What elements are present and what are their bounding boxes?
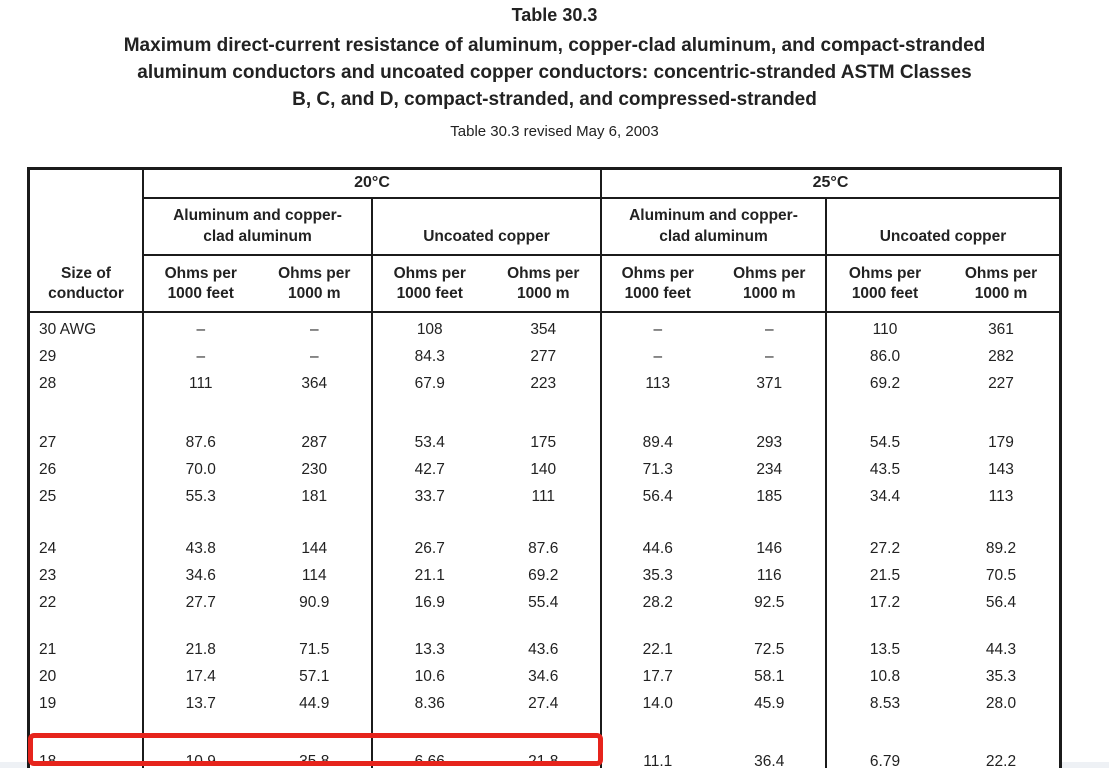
table-row <box>30 535 1059 562</box>
value-cell: 56.4 <box>642 488 673 505</box>
value-cell <box>943 616 1059 636</box>
unit-header-line: 1000 feet <box>624 285 691 302</box>
unit-header-line: 1000 m <box>974 285 1028 302</box>
value-cell: 22.2 <box>985 753 1017 768</box>
value-cell: 361 <box>988 321 1014 338</box>
value-group <box>602 316 827 343</box>
value-cell <box>714 510 826 535</box>
size-header-spacer <box>30 170 144 199</box>
subtitle-line-3: B, C, and D, compact-stranded, and compressed-stranded <box>292 89 817 110</box>
value-cell: 72.5 <box>754 641 785 658</box>
unit-header <box>943 256 1059 311</box>
value-cell: – <box>196 321 206 338</box>
value-cell <box>714 616 826 636</box>
value-cell: 227 <box>988 375 1014 392</box>
value-cell: 13.7 <box>185 695 216 712</box>
value-cell <box>714 717 826 748</box>
value-cell <box>258 397 372 429</box>
value-cell: 113 <box>988 488 1014 505</box>
value-group <box>373 616 602 636</box>
value-cell <box>602 717 714 748</box>
unit-header-line: Ohms per <box>393 265 466 282</box>
row-label: 23 <box>30 562 144 589</box>
value-group <box>602 748 827 768</box>
table-row <box>30 748 1059 768</box>
value-cell: 144 <box>301 540 328 557</box>
value-cell: 13.5 <box>869 641 901 658</box>
value-cell <box>827 397 943 429</box>
value-group <box>827 690 1059 717</box>
value-cell: 17.2 <box>869 594 901 611</box>
value-cell: 44.9 <box>299 695 330 712</box>
temp-header-25c: 25°C <box>602 170 1059 199</box>
value-group <box>602 562 827 589</box>
value-cell: 43.8 <box>185 540 216 557</box>
value-cell <box>943 717 1059 748</box>
unit-header-group <box>144 256 373 313</box>
value-group <box>373 397 602 429</box>
unit-header-line: 1000 m <box>287 285 341 302</box>
value-cell <box>487 717 601 748</box>
value-cell: – <box>764 348 774 365</box>
value-group <box>827 636 1059 663</box>
value-group <box>827 316 1059 343</box>
value-group <box>144 663 373 690</box>
row-label <box>30 717 144 748</box>
value-cell <box>943 397 1059 429</box>
table-row <box>30 316 1059 343</box>
value-cell: 70.0 <box>185 461 216 478</box>
value-cell: – <box>764 321 774 338</box>
table-row <box>30 343 1059 370</box>
unit-header <box>144 256 258 311</box>
gap-row <box>30 510 1059 535</box>
unit-header-line: Ohms per <box>164 265 237 282</box>
temperature-header-row <box>30 170 1059 199</box>
value-cell: 54.5 <box>869 434 901 451</box>
value-group <box>144 429 373 456</box>
gap-row <box>30 717 1059 748</box>
unit-header-row <box>30 256 1059 313</box>
table-row <box>30 370 1059 397</box>
value-cell: – <box>309 348 319 365</box>
value-cell <box>144 616 258 636</box>
value-group <box>827 663 1059 690</box>
value-cell: 35.8 <box>299 753 330 768</box>
row-label <box>30 397 144 429</box>
unit-header-line: Ohms per <box>964 265 1038 282</box>
subtitle-line-1: Maximum direct-current resistance of aluminum, copper-clad aluminum, and compact-stranded <box>123 35 986 56</box>
value-cell: 185 <box>756 488 783 505</box>
unit-header-group <box>827 256 1059 313</box>
value-cell <box>373 397 487 429</box>
table-row <box>30 589 1059 616</box>
value-cell: 10.9 <box>185 753 216 768</box>
value-group <box>373 483 602 510</box>
value-group <box>373 510 602 535</box>
value-cell: 14.0 <box>642 695 673 712</box>
value-cell: 21.8 <box>185 641 216 658</box>
value-cell: 22.1 <box>642 641 673 658</box>
value-group <box>144 717 373 748</box>
value-cell: 113 <box>645 375 671 392</box>
value-cell <box>258 510 372 535</box>
unit-header-line: 1000 feet <box>396 285 463 302</box>
table-row <box>30 429 1059 456</box>
value-cell: 16.9 <box>414 594 445 611</box>
material-group-label-line: Aluminum and copper- <box>629 207 798 224</box>
value-group <box>827 562 1059 589</box>
value-cell: 35.3 <box>642 567 673 584</box>
value-cell <box>827 616 943 636</box>
value-cell: 34.4 <box>869 488 901 505</box>
value-cell: 27.7 <box>185 594 216 611</box>
value-group <box>144 483 373 510</box>
value-cell: – <box>309 321 319 338</box>
row-label <box>30 510 144 535</box>
value-cell: 86.0 <box>869 348 901 365</box>
value-cell: 21.8 <box>528 753 559 768</box>
value-group <box>827 616 1059 636</box>
value-cell: 181 <box>301 488 328 505</box>
material-group-label-line: Uncoated copper <box>879 228 1007 245</box>
value-cell: 69.2 <box>528 567 559 584</box>
value-cell: 21.1 <box>414 567 445 584</box>
value-cell <box>602 397 714 429</box>
value-group <box>373 370 602 397</box>
value-group <box>602 690 827 717</box>
value-cell: 55.4 <box>528 594 559 611</box>
row-label: 28 <box>30 370 144 397</box>
value-cell: 45.9 <box>754 695 785 712</box>
resistance-table <box>27 167 1062 768</box>
value-group <box>827 370 1059 397</box>
value-group <box>373 562 602 589</box>
value-cell: 42.7 <box>414 461 445 478</box>
value-cell <box>487 510 601 535</box>
value-group <box>827 717 1059 748</box>
value-group <box>144 510 373 535</box>
row-label: 30 AWG <box>30 316 144 343</box>
value-cell: 56.4 <box>985 594 1017 611</box>
material-group-label-line: clad aluminum <box>203 228 312 245</box>
value-cell: 34.6 <box>528 668 559 685</box>
value-cell: 114 <box>301 567 327 584</box>
value-group <box>144 456 373 483</box>
value-cell: – <box>196 348 206 365</box>
value-cell <box>487 397 601 429</box>
value-group <box>602 616 827 636</box>
value-cell: 140 <box>530 461 557 478</box>
value-group <box>827 483 1059 510</box>
value-cell <box>602 510 714 535</box>
value-cell: 354 <box>530 321 557 338</box>
unit-header <box>602 256 714 311</box>
unit-header-line: 1000 m <box>516 285 570 302</box>
value-cell: 27.2 <box>869 540 901 557</box>
value-cell: 21.5 <box>869 567 901 584</box>
value-cell: 108 <box>416 321 443 338</box>
value-cell: 234 <box>756 461 783 478</box>
value-cell <box>373 510 487 535</box>
row-label: 24 <box>30 535 144 562</box>
value-cell: 364 <box>301 375 328 392</box>
value-cell <box>373 717 487 748</box>
revision-note: Table 30.3 revised May 6, 2003 <box>450 123 659 140</box>
value-cell <box>827 510 943 535</box>
value-group <box>373 589 602 616</box>
value-cell: 71.5 <box>299 641 330 658</box>
value-group <box>144 690 373 717</box>
value-group <box>827 535 1059 562</box>
value-cell: 282 <box>988 348 1014 365</box>
value-cell: 43.5 <box>869 461 901 478</box>
value-group <box>144 636 373 663</box>
value-cell: 89.2 <box>985 540 1017 557</box>
material-group-header <box>144 199 373 256</box>
value-cell: 71.3 <box>642 461 673 478</box>
unit-header <box>714 256 826 311</box>
value-group <box>373 748 602 768</box>
value-group <box>827 589 1059 616</box>
unit-header-group <box>602 256 827 313</box>
value-group <box>373 429 602 456</box>
value-group <box>373 343 602 370</box>
value-group <box>373 717 602 748</box>
material-header-row <box>30 199 1059 256</box>
value-group <box>144 370 373 397</box>
unit-header <box>487 256 601 311</box>
value-group <box>144 316 373 343</box>
material-group-header <box>602 199 827 256</box>
value-cell <box>258 717 372 748</box>
subtitle-line-2: aluminum conductors and uncoated copper conductors: concentric-stranded ASTM Classes <box>137 62 972 83</box>
material-group-label-line: clad aluminum <box>659 228 768 245</box>
value-group <box>144 616 373 636</box>
table-row <box>30 690 1059 717</box>
value-cell: 90.9 <box>299 594 330 611</box>
unit-header <box>258 256 372 311</box>
value-cell <box>943 510 1059 535</box>
table-row <box>30 663 1059 690</box>
unit-header <box>827 256 943 311</box>
value-cell: – <box>653 348 663 365</box>
value-cell: 277 <box>530 348 557 365</box>
value-cell <box>144 397 258 429</box>
value-group <box>827 397 1059 429</box>
value-cell: 44.3 <box>985 641 1017 658</box>
value-cell: 116 <box>756 567 782 584</box>
value-group <box>373 663 602 690</box>
value-group <box>827 429 1059 456</box>
value-group <box>373 636 602 663</box>
table-row <box>30 562 1059 589</box>
row-label: 27 <box>30 429 144 456</box>
unit-header-line: Ohms per <box>621 265 694 282</box>
value-cell: 175 <box>530 434 557 451</box>
value-group <box>827 748 1059 768</box>
value-cell: 143 <box>988 461 1014 478</box>
value-cell: 70.5 <box>985 567 1017 584</box>
value-cell: 34.6 <box>185 567 216 584</box>
value-cell: – <box>653 321 663 338</box>
value-group <box>602 717 827 748</box>
value-cell: 13.3 <box>414 641 445 658</box>
value-cell: 84.3 <box>414 348 445 365</box>
unit-header-line: Ohms per <box>848 265 922 282</box>
value-group <box>602 510 827 535</box>
value-cell <box>602 616 714 636</box>
unit-header-group <box>373 256 602 313</box>
value-cell: 8.53 <box>869 695 901 712</box>
value-group <box>602 456 827 483</box>
unit-header-line: 1000 m <box>742 285 796 302</box>
row-label: 22 <box>30 589 144 616</box>
value-cell: 17.4 <box>185 668 216 685</box>
value-cell: 10.8 <box>869 668 901 685</box>
row-label: 25 <box>30 483 144 510</box>
value-group <box>827 510 1059 535</box>
value-cell: 230 <box>301 461 328 478</box>
material-group-header <box>827 199 1059 256</box>
value-cell: 69.2 <box>869 375 901 392</box>
row-label: 18 <box>30 748 144 768</box>
value-cell <box>827 717 943 748</box>
value-cell: 371 <box>756 375 783 392</box>
value-cell: 26.7 <box>414 540 445 557</box>
value-cell: 27.4 <box>528 695 559 712</box>
unit-header-line: 1000 feet <box>851 285 919 302</box>
unit-header-line: Ohms per <box>507 265 580 282</box>
temp-header-20c: 20°C <box>144 170 602 199</box>
table-row <box>30 456 1059 483</box>
value-cell: 92.5 <box>754 594 785 611</box>
value-cell: 8.36 <box>414 695 445 712</box>
value-cell <box>144 510 258 535</box>
value-group <box>827 343 1059 370</box>
value-group <box>373 456 602 483</box>
value-cell: 146 <box>756 540 783 557</box>
value-cell: 287 <box>301 434 328 451</box>
value-cell: 57.1 <box>299 668 330 685</box>
size-header-spacer <box>30 199 144 256</box>
value-group <box>144 397 373 429</box>
value-cell: 33.7 <box>414 488 445 505</box>
value-group <box>144 535 373 562</box>
page-title: Table 30.3 <box>511 5 598 25</box>
value-group <box>602 397 827 429</box>
value-cell: 28.2 <box>642 594 673 611</box>
value-group <box>144 562 373 589</box>
value-cell: 87.6 <box>185 434 216 451</box>
value-cell <box>144 717 258 748</box>
unit-header-line: Ohms per <box>278 265 351 282</box>
value-cell: 6.66 <box>414 753 445 768</box>
value-group <box>373 316 602 343</box>
value-cell: 223 <box>530 375 557 392</box>
value-cell: 67.9 <box>414 375 445 392</box>
value-group <box>602 343 827 370</box>
table-body <box>30 313 1059 768</box>
value-group <box>602 589 827 616</box>
table-row <box>30 483 1059 510</box>
value-cell: 58.1 <box>754 668 785 685</box>
value-cell: 55.3 <box>185 488 216 505</box>
size-of-conductor-header: Size of conductor <box>30 256 144 313</box>
table-row <box>30 636 1059 663</box>
value-cell: 87.6 <box>528 540 559 557</box>
material-group-label-line: Aluminum and copper- <box>173 207 342 224</box>
value-cell: 179 <box>988 434 1014 451</box>
value-cell <box>487 616 601 636</box>
value-group <box>144 589 373 616</box>
row-label <box>30 616 144 636</box>
value-cell: 89.4 <box>642 434 673 451</box>
gap-row <box>30 616 1059 636</box>
value-cell: 53.4 <box>414 434 445 451</box>
row-label: 21 <box>30 636 144 663</box>
value-cell <box>373 616 487 636</box>
value-group <box>144 748 373 768</box>
unit-header-line: Ohms per <box>733 265 806 282</box>
value-cell <box>714 397 826 429</box>
value-group <box>373 690 602 717</box>
value-cell: 36.4 <box>754 753 785 768</box>
value-cell: 11.1 <box>643 753 673 768</box>
material-group-label-line: Uncoated copper <box>423 228 550 245</box>
value-group <box>602 636 827 663</box>
unit-header <box>373 256 487 311</box>
value-group <box>602 663 827 690</box>
title-block <box>0 5 1109 140</box>
value-group <box>602 429 827 456</box>
value-cell: 10.6 <box>414 668 445 685</box>
value-cell: 111 <box>531 488 556 505</box>
value-group <box>373 535 602 562</box>
value-cell: 28.0 <box>985 695 1017 712</box>
unit-header-line: 1000 feet <box>167 285 234 302</box>
gap-row <box>30 397 1059 429</box>
value-cell: 6.79 <box>869 753 901 768</box>
value-cell <box>258 616 372 636</box>
value-cell: 293 <box>756 434 783 451</box>
value-group <box>602 370 827 397</box>
value-cell: 43.6 <box>528 641 559 658</box>
value-cell: 35.3 <box>985 668 1017 685</box>
material-group-header <box>373 199 602 256</box>
value-cell: 44.6 <box>642 540 673 557</box>
value-group <box>602 483 827 510</box>
row-label: 26 <box>30 456 144 483</box>
value-cell: 111 <box>188 375 213 392</box>
value-group <box>144 343 373 370</box>
value-cell: 110 <box>872 321 898 338</box>
value-cell: 17.7 <box>642 668 673 685</box>
row-label: 20 <box>30 663 144 690</box>
row-label: 29 <box>30 343 144 370</box>
row-label: 19 <box>30 690 144 717</box>
value-group <box>827 456 1059 483</box>
value-group <box>602 535 827 562</box>
